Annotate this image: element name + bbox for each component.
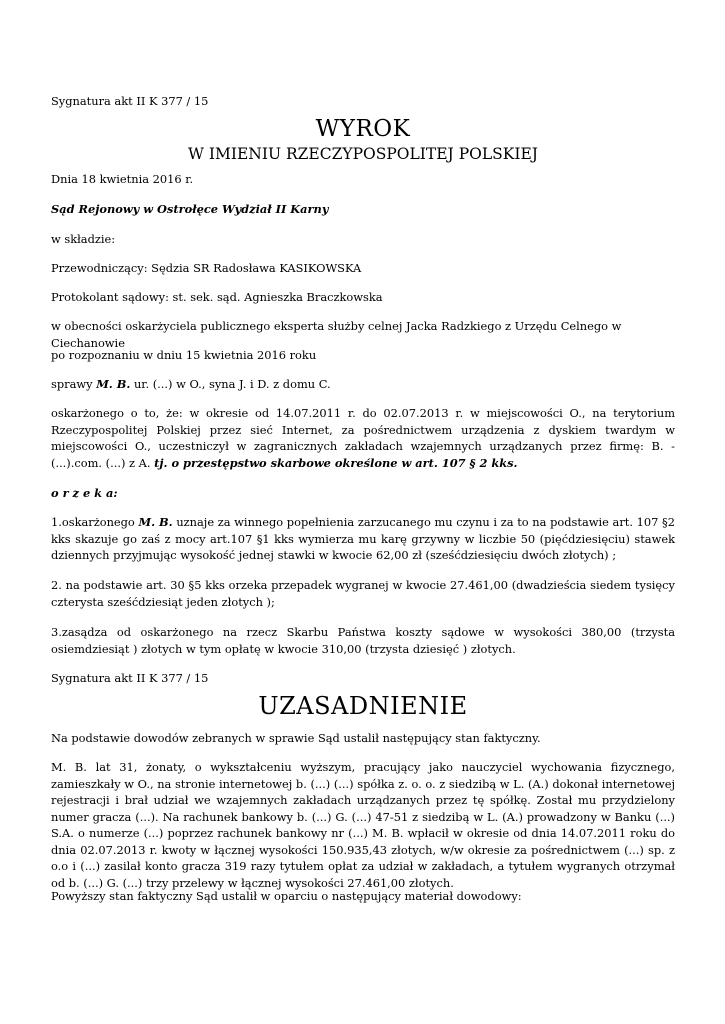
case-prefix: sprawy — [51, 377, 97, 391]
ruling-1-defendant: M. B. — [138, 515, 173, 529]
case-suffix: ur. (...) w O., syna J. i D. z domu C. — [130, 377, 331, 391]
composition-label: w składzie: — [51, 232, 116, 246]
verdict-subtitle: W IMIENIU RZECZYPOSPOLITEJ POLSKIEJ — [188, 145, 538, 163]
ruling-point-3: 3.zasądza od oskarżonego na rzecz Skarbu Państwa koszty sądowe w wysokości 380,00 (trzysta osiemdziesiąt ) złotych w tym opłatę w kwocie 310,00 (trzysta dziesięć ) złotych. — [51, 625, 675, 656]
court-name: Sąd Rejonowy w Ostrołęce Wydział II Karny — [51, 202, 329, 216]
ruling-1-prefix: 1.oskarżonego — [51, 515, 139, 529]
case-description — [51, 376, 675, 393]
verdict-date: Dnia 18 kwietnia 2016 r. — [51, 172, 194, 186]
justification-title: UZASADNIENIE — [258, 692, 468, 720]
defendant-name: M. B. — [96, 377, 131, 391]
justification-intro: Na podstawie dowodów zebranych w sprawie Sąd ustalił następujący stan faktyczny. — [51, 731, 541, 745]
ruling-1-text: uznaje za winnego popełnienia zarzucanego mu czynu i za to na podstawie art. 107 §2 kks skazuje go zaś z mocy art.107 §1 kks wymierza mu karę grzywny w liczbie 50 (pięćdziesięciu) stawek dziennych przyjmując wysokość jednej stawki w kwocie 62,00 zł (sześćdziesięciu dwóch złotych) ; — [51, 515, 675, 562]
charge-text: oskarżonego o to, że: w okresie od 14.07.2011 r. do 02.07.2013 r. w miejscowości O., na terytorium Rzeczypospolitej Polskiej przez sieć Internet, za pośrednictwem urządzenia z dyskiem twardym w miejscowości O., uczestniczył w zagranicznych zakładach wzajemnych urządzanych przez firmę: B. - (...).com. (...) z A. — [51, 406, 675, 470]
prosecutor-presence: w obecności oskarżyciela publicznego eksperta służby celnej Jacka Radzkiego z Urzędu Celnego w Ciechanowie — [51, 319, 622, 350]
charge-qualification: tj. o przestępstwo skarbowe określone w art. 107 § 2 kks. — [154, 455, 518, 470]
case-signature-top: Sygnatura akt II K 377 / 15 — [51, 94, 209, 108]
ruling-label: o r z e k a: — [51, 486, 118, 500]
ruling-point-1 — [51, 514, 675, 564]
case-signature-second: Sygnatura akt II K 377 / 15 — [51, 671, 209, 685]
presiding-judge: Przewodniczący: Sędzia SR Radosława KASIKOWSKA — [51, 261, 362, 275]
justification-facts: M. B. lat 31, żonaty, o wykształceniu wyższym, pracujący jako nauczyciel wychowania fizycznego, zamieszkały w O., na stronie internetowej b. (...) (...) spółka z. o. o. z siedzibą w L. (A.) dokonał internetowej rejestracji i brał udział we wzajemnych zakładach urządzanych przez tę spółkę. Został mu przydzielony numer gracza (...). Na rachunek bankowy b. (...) G. (...) 47-51 z siedzibą w L. (A.) prowadzony w Banku (...) S.A. o numerze (...) poprzez rachunek bankowy nr (...) M. B. wpłacił w okresie od dnia 14.07.2011 roku do dnia 02.07.2013 r. kwoty w łącznej wysokości 150.935,43 złotych, w/w okresie za pośrednictwem (...) sp. z o.o i (...) zasilał konto gracza 319 razy tytułem opłat za udział w zakładach, a tytułem wygranych otrzymał od b. (...) G. (...) trzy przelewy w łącznej wysokości 27.461,00 złotych. — [51, 760, 675, 890]
verdict-title: WYROK — [315, 116, 411, 142]
ruling-point-2: 2. na podstawie art. 30 §5 kks orzeka przepadek wygranej w kwocie 27.461,00 (dwadzieścia siedem tysięcy czterysta sześćdziesiąt jeden złotych ); — [51, 578, 675, 609]
evidence-intro: Powyższy stan faktyczny Sąd ustalił w oparciu o następujący materiał dowodowy: — [51, 889, 522, 903]
hearing-date: po rozpoznaniu w dniu 15 kwietnia 2016 roku — [51, 348, 317, 362]
court-clerk: Protokolant sądowy: st. sek. sąd. Agnieszka Braczkowska — [51, 290, 383, 304]
charge-paragraph — [51, 405, 675, 471]
